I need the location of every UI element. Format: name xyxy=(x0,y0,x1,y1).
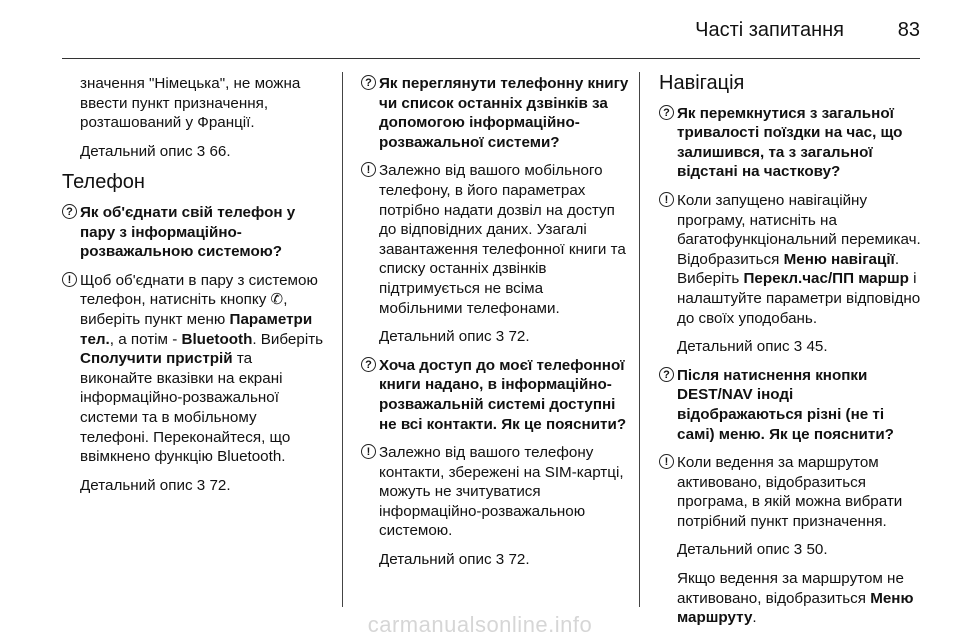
section-title-navigation: Навігація xyxy=(659,72,745,94)
answer-text: . Виберіть xyxy=(252,330,324,348)
menu-item-route-menu: Меню маршруту xyxy=(677,589,914,627)
menu-item-switch-time: Перекл.час/ПП маршр xyxy=(743,270,909,288)
answer-pair-dest-nav xyxy=(659,453,921,531)
intro-ref: Детальний опис 3 66. xyxy=(80,142,231,160)
answer-pair-phonebook xyxy=(361,161,629,318)
question-pair-dest-nav xyxy=(659,366,921,444)
question-icon: ? xyxy=(361,75,376,90)
question-pair-contacts xyxy=(361,356,629,434)
detail-ref: Детальний опис 3 72. xyxy=(80,476,231,494)
answer-icon: ! xyxy=(361,162,376,177)
answer-icon: ! xyxy=(659,192,674,207)
column-2 xyxy=(361,74,629,579)
answer-pair-contacts xyxy=(361,443,629,541)
answer-text: та виконайте вказівки на екрані інформаційно-розважальної системи та в мобільному телефоні. Переконайтеся, що ввімкнено функцію Bluetooth. xyxy=(80,350,291,466)
question-icon: ? xyxy=(659,105,674,120)
answer-text: . xyxy=(752,609,757,627)
question-icon: ? xyxy=(62,204,77,219)
menu-item-phone-settings: Параметри тел. xyxy=(80,310,313,348)
answer-text: Коли ведення за маршрутом активовано, відобразиться програма, в якій можна вибрати потрібний пункт призначення. xyxy=(677,454,903,530)
intro-text: значення "Німецька", не можна ввести пункт призначення, розташований у Франції. xyxy=(80,75,301,132)
answer-text: і налаштуйте параметри відповідно до своїх уподобань. xyxy=(677,270,921,327)
detail-ref: Детальний опис 3 45. xyxy=(677,338,828,356)
answer-text: Залежно від вашого телефону контакти, збережені на SIM-картці, можуть не зчитуватися інформаційно-розважальною системою. xyxy=(379,444,624,540)
column-3 xyxy=(659,74,921,637)
answer-icon: ! xyxy=(659,454,674,469)
detail-ref: Детальний опис 3 72. xyxy=(379,328,530,346)
watermark: carmanualsonline.info xyxy=(367,612,593,637)
question-pair-phonebook xyxy=(361,74,629,152)
detail-ref: Детальний опис 3 72. xyxy=(379,551,530,569)
column-divider-1 xyxy=(342,72,343,607)
question-text: Після натиснення кнопки DEST/NAV іноді відображаються різні (не ті самі) меню. Як це пояснити? xyxy=(677,366,894,443)
answer-icon: ! xyxy=(62,272,77,287)
answer-text: Якщо ведення за маршрутом не активовано, відобразиться xyxy=(677,570,904,607)
question-icon: ? xyxy=(361,357,376,372)
question-text: Як переглянути телефонну книгу чи список останніх дзвінків за допомогою інформаційно-розважальної системи? xyxy=(379,75,629,151)
question-icon: ? xyxy=(659,367,674,382)
question-pair-phone xyxy=(62,203,327,262)
question-text: Хоча доступ до моєї телефонної книги надано, в інформаційно-розважальній системі доступні не всі контакти. Як це пояснити? xyxy=(379,356,627,433)
column-1 xyxy=(62,74,327,504)
detail-ref: Детальний опис 3 50. xyxy=(677,541,828,559)
page-header xyxy=(0,0,960,60)
answer-text: , виберіть пункт меню xyxy=(80,291,288,328)
menu-item-nav-menu: Меню навігації xyxy=(783,250,895,268)
answer-pair-phone xyxy=(62,271,327,467)
answer-text: Залежно від вашого мобільного телефону, в його параметрах потрібно надати дозвіл на доступ до відповідних даних. Узагалі завантаження телефонної книги та списку останніх дзвінків підтримується не всіма мобільними телефонами. xyxy=(379,162,626,317)
header-rule xyxy=(62,58,920,59)
section-title-phone: Телефон xyxy=(62,171,145,194)
question-text: Як перемкнутися з загальної тривалості поїздки на час, що залишився, та з загальної відстані на часткову? xyxy=(677,104,903,181)
answer-icon: ! xyxy=(361,444,376,459)
question-pair-trip xyxy=(659,104,921,182)
column-divider-2 xyxy=(639,72,640,607)
phone-icon: ✆ xyxy=(270,291,284,309)
answer-text: . Виберіть xyxy=(677,250,900,288)
answer-text: Коли запущено навігаційну програму, натисніть на багатофункціональний перемикач. Відобразиться xyxy=(677,191,921,268)
answer-pair-trip xyxy=(659,191,921,328)
menu-item-bluetooth: Bluetooth xyxy=(181,330,253,348)
answer-text: Щоб об'єднати в пару з системою телефон, натисніть кнопку xyxy=(80,271,318,309)
menu-item-pair-device: Сполучити пристрій xyxy=(80,350,233,368)
page-number: 83 xyxy=(897,19,920,41)
answer-text: , а потім - xyxy=(109,330,182,348)
header-title: Часті запитання xyxy=(695,19,844,41)
question-text: Як об'єднати свій телефон у пару з інформаційно-розважальною системою? xyxy=(80,203,296,261)
